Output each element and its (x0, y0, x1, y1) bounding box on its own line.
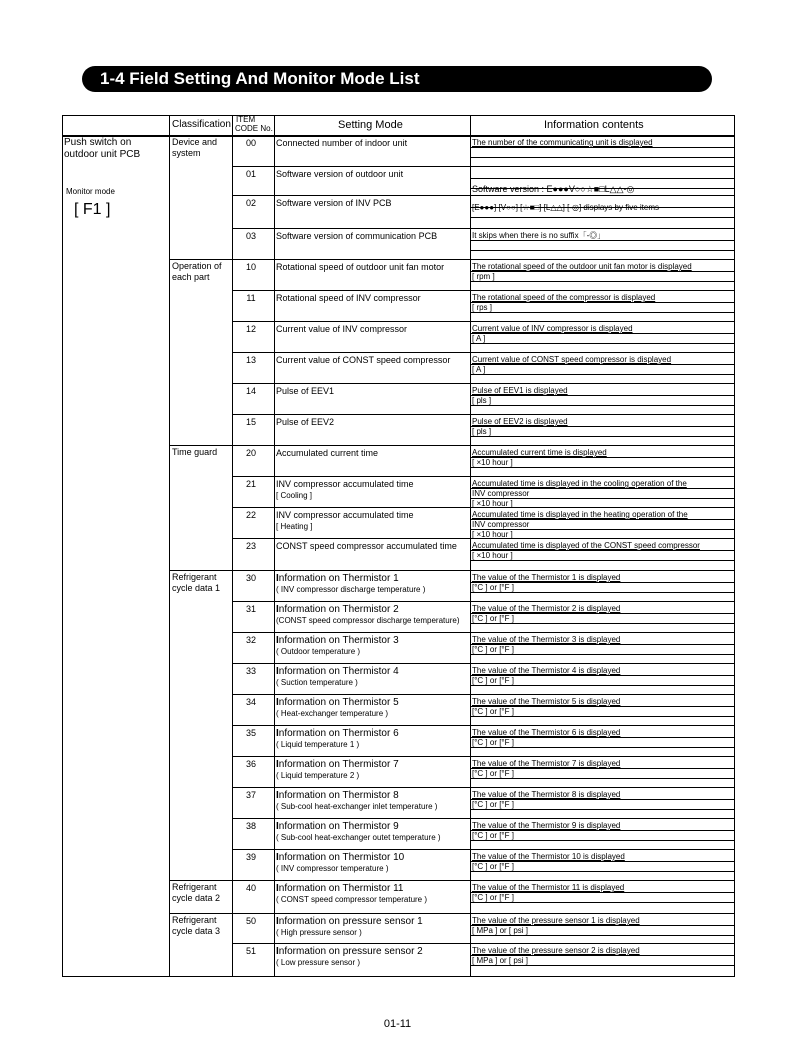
information-text: The rotational speed of the compressor is displayed (472, 293, 656, 302)
setting-mode-subtext: [ Cooling ] (276, 491, 313, 500)
information-unit: [°C ] or [°F ] (472, 645, 514, 654)
group-label: each part (172, 272, 210, 282)
info-sub-rule (470, 157, 735, 158)
information-unit: [°C ] or [°F ] (472, 614, 514, 623)
row-rule (232, 943, 735, 944)
information-text: The value of the Thermistor 3 is displayed (472, 635, 621, 644)
item-code: 20 (245, 448, 256, 458)
info-sub-rule (470, 333, 735, 334)
monitor-mode-code: [ F1 ] (74, 201, 111, 218)
info-sub-rule (470, 582, 735, 583)
information-unit: [°C ] or [°F ] (472, 831, 514, 840)
item-code: 39 (245, 852, 256, 862)
item-code: 37 (245, 790, 256, 800)
setting-mode-text: Accumulated current time (276, 448, 379, 458)
item-code: 03 (245, 231, 256, 241)
information-text: The value of the Thermistor 11 is displayed (472, 883, 625, 892)
row-rule (232, 787, 735, 788)
row-rule (232, 352, 735, 353)
row-rule (232, 414, 735, 415)
info-sub-rule (470, 271, 735, 272)
setting-mode-text: Information on Thermistor 1 (276, 573, 399, 584)
information-text: Current value of CONST speed compressor is displayed (472, 355, 672, 364)
setting-mode-text: Information on pressure sensor 1 (276, 916, 423, 927)
setting-mode-text: Information on Thermistor 5 (276, 697, 399, 708)
information-text: Accumulated current time is displayed (472, 448, 607, 457)
setting-mode-text: Software version of outdoor unit (276, 169, 404, 179)
info-sub-rule (470, 312, 735, 313)
setting-mode-text: Connected number of indoor unit (276, 138, 408, 148)
setting-mode-text: Information on Thermistor 2 (276, 604, 399, 615)
info-sub-rule (470, 809, 735, 810)
item-code: 22 (245, 510, 256, 520)
setting-mode-subtext: ( Sub-cool heat-exchanger inlet temperature ) (276, 802, 438, 811)
group-label: system (172, 148, 201, 158)
info-sub-rule (470, 613, 735, 614)
information-text: The number of the communicating unit is displayed (472, 138, 653, 147)
item-code: 50 (245, 916, 256, 926)
information-unit: [°C ] or [°F ] (472, 707, 514, 716)
row-rule (232, 321, 735, 322)
setting-mode-subtext: ( Liquid temperature 2 ) (276, 771, 360, 780)
information-unit: [°C ] or [°F ] (472, 738, 514, 747)
information-text: The value of the Thermistor 5 is displayed (472, 697, 621, 706)
information-text: [E●●●] [V○○] [☆■□] [L△△] [-◎] displays by five items (472, 203, 659, 212)
item-code: 38 (245, 821, 256, 831)
row-rule (232, 195, 735, 196)
group-label: cycle data 3 (172, 926, 221, 936)
info-sub-rule (470, 498, 735, 499)
row-rule (232, 632, 735, 633)
column-rule (734, 115, 735, 977)
setting-mode-text: Information on Thermistor 8 (276, 790, 399, 801)
info-sub-rule (470, 747, 735, 748)
table-bottom-rule (62, 976, 735, 977)
information-unit: INV compressor (472, 520, 530, 529)
info-sub-rule (470, 302, 735, 303)
info-sub-rule (470, 902, 735, 903)
info-sub-rule (470, 935, 735, 936)
setting-mode-text: Information on Thermistor 9 (276, 821, 399, 832)
information-unit: [°C ] or [°F ] (472, 862, 514, 871)
info-sub-rule (470, 955, 735, 956)
info-sub-rule (470, 488, 735, 489)
info-sub-rule (470, 364, 735, 365)
information-unit: [°C ] or [°F ] (472, 769, 514, 778)
info-sub-rule (470, 560, 735, 561)
item-code: 00 (245, 138, 256, 148)
column-rule (62, 115, 63, 977)
info-sub-rule (470, 778, 735, 779)
setting-mode-text: Information on Thermistor 11 (276, 883, 404, 894)
setting-mode-text: Information on Thermistor 4 (276, 666, 399, 677)
information-text: It skips when there is no suffix「-◎」 (472, 231, 606, 240)
header-item-code-no: CODE No. (235, 124, 273, 133)
row-rule (232, 756, 735, 757)
row-rule (232, 601, 735, 602)
item-code: 12 (245, 324, 256, 334)
row-rule (232, 818, 735, 819)
row-rule (232, 694, 735, 695)
information-text: The value of the Thermistor 2 is displayed (472, 604, 621, 613)
info-sub-rule (470, 457, 735, 458)
information-unit: [ pls ] (472, 396, 492, 405)
item-code: 33 (245, 666, 256, 676)
setting-mode-text: Information on Thermistor 10 (276, 852, 405, 863)
page-number: 01-11 (383, 1018, 412, 1030)
item-code: 11 (246, 293, 256, 303)
row-rule (232, 663, 735, 664)
item-code: 15 (245, 417, 256, 427)
group-rule (169, 880, 735, 881)
header-information: Information contents (544, 119, 644, 131)
setting-mode-text: Current value of INV compressor (276, 324, 408, 334)
info-sub-rule (470, 892, 735, 893)
setting-mode-text: Pulse of EEV1 (276, 386, 335, 396)
info-sub-rule (470, 467, 735, 468)
setting-mode-text: Information on Thermistor 3 (276, 635, 399, 646)
table-top-rule (62, 115, 735, 116)
setting-mode-subtext: ( INV compressor discharge temperature ) (276, 585, 426, 594)
info-sub-rule (470, 861, 735, 862)
info-sub-rule (470, 374, 735, 375)
info-sub-rule (470, 405, 735, 406)
header-classification: Classification (172, 119, 231, 130)
information-text: Accumulated time is displayed in the cooling operation of the (472, 479, 687, 488)
group-label: cycle data 2 (172, 893, 221, 903)
info-sub-rule (470, 550, 735, 551)
group-rule (169, 445, 735, 446)
info-sub-rule (470, 178, 735, 179)
item-code: 31 (245, 604, 256, 614)
info-sub-rule (470, 706, 735, 707)
info-sub-rule (470, 281, 735, 282)
information-text: The value of the pressure sensor 2 is displayed (472, 946, 640, 955)
setting-mode-text: CONST speed compressor accumulated time (276, 541, 457, 551)
group-label: cycle data 1 (172, 583, 221, 593)
information-unit: [ rps ] (472, 303, 493, 312)
info-sub-rule (470, 799, 735, 800)
info-sub-rule (470, 830, 735, 831)
info-sub-rule (470, 426, 735, 427)
item-code: 23 (245, 541, 256, 551)
header-bottom-rule (62, 136, 735, 137)
info-sub-rule (470, 538, 735, 539)
info-sub-rule (470, 737, 735, 738)
information-text: The value of the Thermistor 4 is displayed (472, 666, 621, 675)
information-text: Accumulated time is displayed of the CONST speed compressor (472, 541, 700, 550)
information-text: The value of the Thermistor 7 is displayed (472, 759, 621, 768)
setting-mode-subtext: [ Heating ] (276, 522, 313, 531)
setting-mode-subtext: ( High pressure sensor ) (276, 928, 362, 937)
item-code: 10 (245, 262, 256, 272)
info-sub-rule (470, 217, 735, 218)
row-rule (232, 725, 735, 726)
info-sub-rule (470, 768, 735, 769)
group-label: Refrigerant (172, 915, 217, 925)
monitor-mode-label: Monitor mode (66, 187, 115, 196)
item-code: 34 (245, 697, 256, 707)
information-unit: [ ×10 hour ] (472, 530, 513, 539)
group-label: Operation of (172, 261, 222, 271)
group-rule (169, 259, 735, 260)
item-code: 36 (245, 759, 256, 769)
information-text: The value of the Thermistor 9 is displayed (472, 821, 621, 830)
information-text: Pulse of EEV2 is displayed (472, 417, 568, 426)
setting-mode-subtext: (CONST speed compressor discharge temperature) (276, 616, 460, 625)
info-sub-rule (470, 675, 735, 676)
information-unit: [ ×10 hour ] (472, 499, 513, 508)
row-rule (232, 228, 735, 229)
group-rule (169, 913, 735, 914)
information-unit: [°C ] or [°F ] (472, 676, 514, 685)
header-setting-mode: Setting Mode (338, 119, 403, 131)
information-text: The value of the pressure sensor 1 is displayed (472, 916, 640, 925)
setting-mode-text: Information on Thermistor 6 (276, 728, 399, 739)
information-unit: [°C ] or [°F ] (472, 583, 514, 592)
information-unit: [ MPa ] or [ psi ] (472, 926, 529, 935)
info-sub-rule (470, 840, 735, 841)
information-text: Software version : E●●●V○○☆■□L△△-◎ (472, 184, 635, 194)
setting-mode-subtext: ( Low pressure sensor ) (276, 958, 361, 967)
info-sub-rule (470, 507, 735, 508)
group-label: Device and (172, 137, 218, 147)
information-unit: [°C ] or [°F ] (472, 800, 514, 809)
information-unit: [ MPa ] or [ psi ] (472, 956, 529, 965)
information-text: The rotational speed of the outdoor unit fan motor is displayed (472, 262, 692, 271)
item-code: 02 (245, 198, 256, 208)
setting-mode-subtext: ( Liquid temperature 1 ) (276, 740, 360, 749)
setting-mode-text: Software version of communication PCB (276, 231, 438, 241)
information-unit: [ A ] (472, 365, 486, 374)
group-rule (169, 570, 735, 571)
information-text: The value of the Thermistor 1 is displayed (472, 573, 621, 582)
row-rule (232, 476, 735, 477)
push-switch-label: outdoor unit PCB (64, 149, 141, 160)
setting-mode-text: Current value of CONST speed compressor (276, 355, 451, 365)
setting-mode-text: Information on pressure sensor 2 (276, 946, 423, 957)
item-code: 32 (245, 635, 256, 645)
info-sub-rule (470, 519, 735, 520)
information-unit: [ ×10 hour ] (472, 551, 513, 560)
info-sub-rule (470, 644, 735, 645)
information-text: Current value of INV compressor is displayed (472, 324, 633, 333)
info-sub-rule (470, 871, 735, 872)
info-sub-rule (470, 592, 735, 593)
info-sub-rule (470, 623, 735, 624)
information-unit: [ pls ] (472, 427, 492, 436)
setting-mode-subtext: ( CONST speed compressor temperature ) (276, 895, 428, 904)
group-label: Refrigerant (172, 572, 217, 582)
setting-mode-text: Rotational speed of INV compressor (276, 293, 421, 303)
monitor-mode-table (62, 115, 735, 977)
setting-mode-text: Software version of INV PCB (276, 198, 392, 208)
row-rule (232, 383, 735, 384)
header-item-code: ITEM (236, 115, 256, 124)
push-switch-label: Push switch on (64, 137, 132, 148)
item-code: 51 (245, 946, 256, 956)
information-unit: INV compressor (472, 489, 530, 498)
info-sub-rule (470, 436, 735, 437)
row-rule (232, 849, 735, 850)
information-text: Pulse of EEV1 is displayed (472, 386, 568, 395)
info-sub-rule (470, 716, 735, 717)
info-sub-rule (470, 529, 735, 530)
column-rule (169, 115, 170, 977)
information-unit: [ A ] (472, 334, 486, 343)
row-rule (232, 290, 735, 291)
item-code: 40 (245, 883, 256, 893)
item-code: 13 (245, 355, 256, 365)
item-code: 01 (245, 169, 256, 179)
setting-mode-subtext: ( Sub-cool heat-exchanger outet temperature ) (276, 833, 441, 842)
setting-mode-subtext: ( Suction temperature ) (276, 678, 358, 687)
info-sub-rule (470, 965, 735, 966)
page-title: 1-4 Field Setting And Monitor Mode List (82, 66, 712, 92)
setting-mode-text: INV compressor accumulated time (276, 510, 414, 520)
setting-mode-text: Rotational speed of outdoor unit fan motor (276, 262, 445, 272)
info-sub-rule (470, 685, 735, 686)
information-text: The value of the Thermistor 6 is displayed (472, 728, 621, 737)
column-rule (274, 115, 275, 977)
setting-mode-subtext: ( Outdoor temperature ) (276, 647, 361, 656)
group-label: Time guard (172, 447, 218, 457)
information-unit: [°C ] or [°F ] (472, 893, 514, 902)
setting-mode-subtext: ( INV compressor temperature ) (276, 864, 389, 873)
group-label: Refrigerant (172, 882, 217, 892)
item-code: 21 (245, 479, 256, 489)
info-sub-rule (470, 250, 735, 251)
info-sub-rule (470, 147, 735, 148)
info-sub-rule (470, 207, 735, 208)
information-unit: [ ×10 hour ] (472, 458, 513, 467)
info-sub-rule (470, 654, 735, 655)
info-sub-rule (470, 395, 735, 396)
info-sub-rule (470, 240, 735, 241)
setting-mode-text: Information on Thermistor 7 (276, 759, 399, 770)
information-text: The value of the Thermistor 8 is displayed (472, 790, 621, 799)
information-text: The value of the Thermistor 10 is displayed (472, 852, 625, 861)
information-unit: [ rpm ] (472, 272, 495, 281)
setting-mode-text: Pulse of EEV2 (276, 417, 335, 427)
item-code: 30 (245, 573, 256, 583)
column-rule (470, 115, 471, 977)
info-sub-rule (470, 343, 735, 344)
information-text: Accumulated time is displayed in the heating operation of the (472, 510, 688, 519)
setting-mode-subtext: ( Heat-exchanger temperature ) (276, 709, 389, 718)
info-sub-rule (470, 925, 735, 926)
item-code: 35 (245, 728, 256, 738)
setting-mode-text: INV compressor accumulated time (276, 479, 414, 489)
item-code: 14 (245, 386, 256, 396)
row-rule (232, 166, 735, 167)
